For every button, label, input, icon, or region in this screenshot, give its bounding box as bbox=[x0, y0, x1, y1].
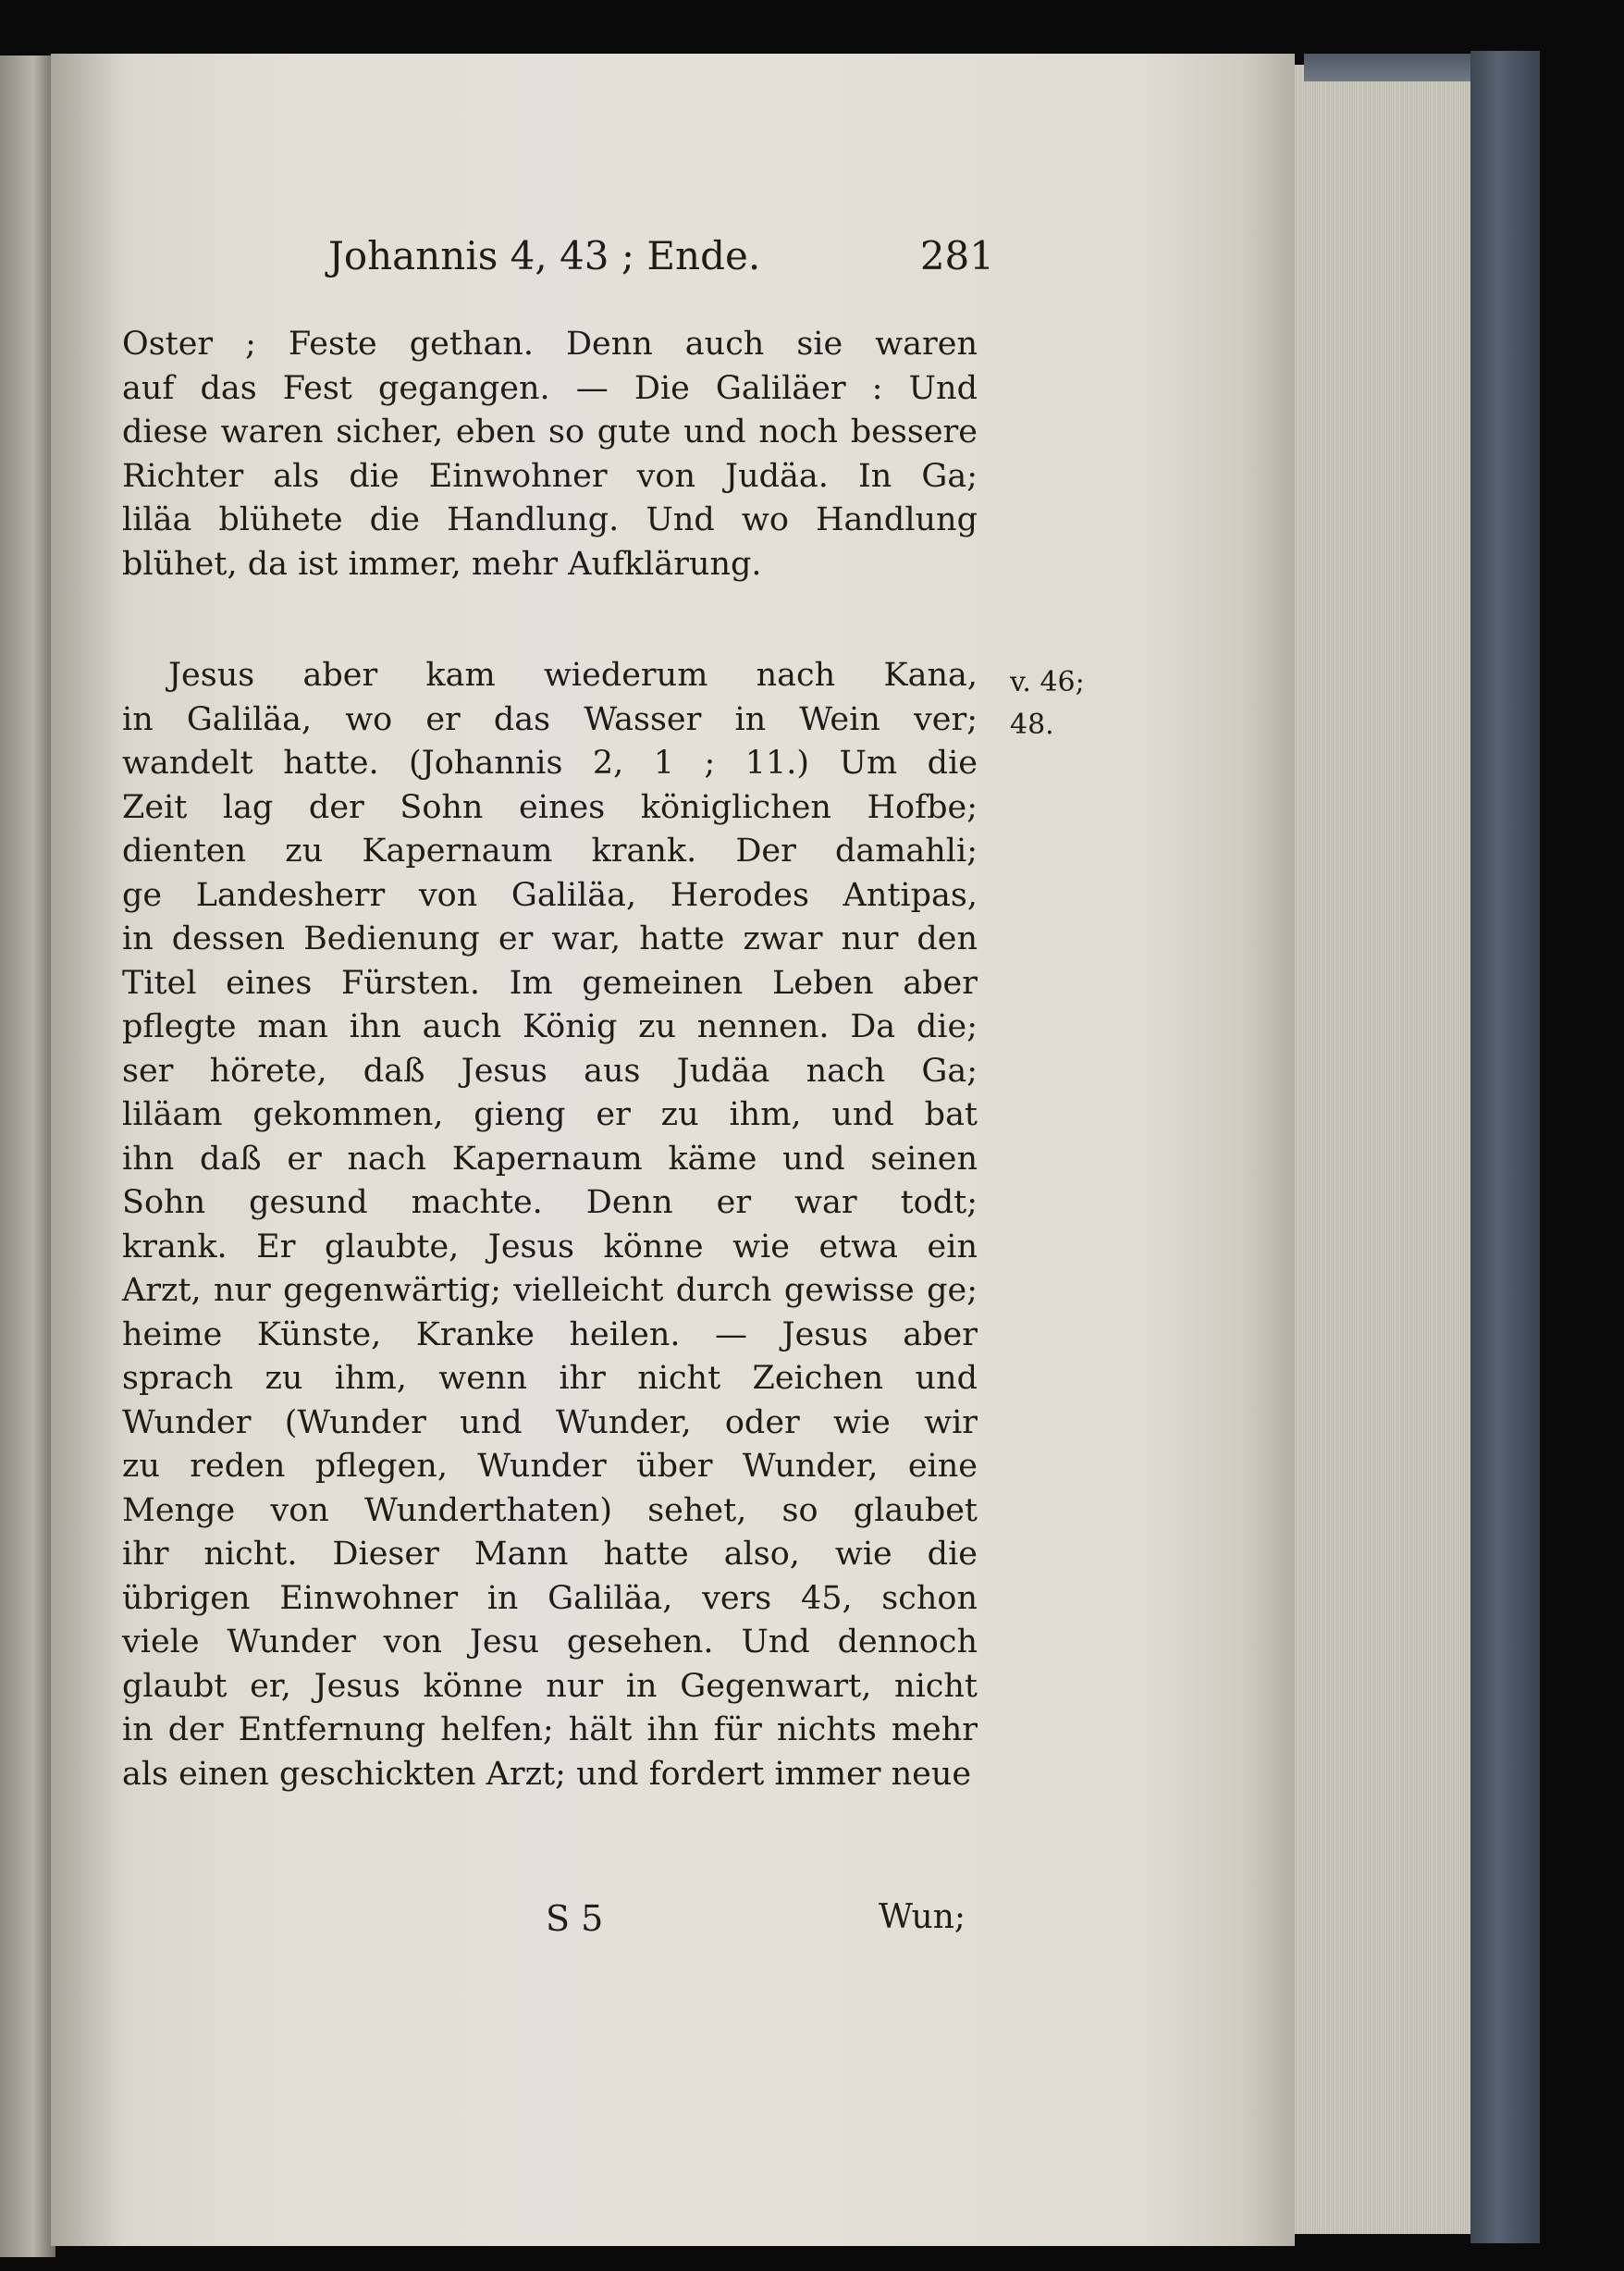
catchword: Wun; bbox=[879, 1898, 966, 1936]
text-line: glaubt er, Jesus könne nur in Gegenwart, nicht bbox=[122, 1667, 978, 1705]
text-line: als einen geschickten Arzt; und fordert immer neue bbox=[122, 1755, 972, 1793]
text-line: Menge von Wunderthaten) sehet, so glaubet bbox=[122, 1491, 978, 1529]
previous-page-edge bbox=[0, 56, 55, 2257]
text-line: Sohn gesund machte. Denn er war todt; bbox=[122, 1184, 978, 1221]
page-block-edges bbox=[1295, 65, 1480, 2234]
text-line: Richter als die Einwohner von Judäa. In Ga; bbox=[122, 457, 978, 495]
running-header bbox=[328, 233, 994, 279]
text-line: in der Entfernung helfen; hält ihn für nichts mehr bbox=[122, 1711, 978, 1748]
text-line: viele Wunder von Jesu gesehen. Und dennoch bbox=[122, 1623, 978, 1660]
text-line: krank. Er glaubte, Jesus könne wie etwa ein bbox=[122, 1228, 978, 1265]
text-line: übrigen Einwohner in Galiläa, vers 45, schon bbox=[122, 1579, 978, 1617]
text-line: zu reden pflegen, Wunder über Wunder, eine bbox=[122, 1448, 978, 1485]
text-line: ge Landesherr von Galiläa, Herodes Antipas, bbox=[122, 876, 978, 914]
page-number: 281 bbox=[919, 233, 994, 278]
text-line: pflegte man ihn auch König zu nennen. Da die; bbox=[122, 1008, 978, 1045]
text-line: sprach zu ihm, wenn ihr nicht Zeichen und bbox=[122, 1360, 978, 1397]
text-line: ihr nicht. Dieser Mann hatte also, wie die bbox=[122, 1536, 978, 1573]
text-line: Zeit lag der Sohn eines königlichen Hofbe; bbox=[122, 788, 978, 826]
text-line: liläa blühete die Handlung. Und wo Handlung bbox=[122, 501, 978, 538]
text-line: dienten zu Kapernaum krank. Der damahli; bbox=[122, 833, 978, 870]
text-line: Jesus aber kam wiederum nach Kana, bbox=[168, 657, 978, 694]
margin-note-line-2: 48. bbox=[1010, 709, 1054, 741]
text-line: blühet, da ist immer, mehr Aufklärung. bbox=[122, 545, 762, 583]
text-line: Wunder (Wunder und Wunder, oder wie wir bbox=[122, 1403, 978, 1441]
text-line: ihn daß er nach Kapernaum käme und seinen bbox=[122, 1140, 978, 1178]
text-line: in dessen Bedienung er war, hatte zwar nur den bbox=[122, 920, 978, 957]
text-line: diese waren sicher, eben so gute und noch bessere bbox=[122, 413, 978, 450]
signature-mark: S 5 bbox=[546, 1898, 604, 1939]
running-title: Johannis 4, 43 ; Ende. bbox=[328, 233, 761, 278]
text-line: Oster ; Feste gethan. Denn auch sie waren bbox=[122, 326, 978, 363]
text-line: in Galiläa, wo er das Wasser in Wein ver; bbox=[122, 700, 978, 738]
text-line: wandelt hatte. (Johannis 2, 1 ; 11.) Um die bbox=[122, 745, 978, 782]
text-line: liläam gekommen, gieng er zu ihm, und bat bbox=[122, 1096, 978, 1133]
text-line: ser hörete, daß Jesus aus Judäa nach Ga; bbox=[122, 1052, 978, 1090]
text-line: Arzt, nur gegenwärtig; vielleicht durch gewisse ge; bbox=[122, 1272, 978, 1309]
text-line: heime Künste, Kranke heilen. — Jesus aber bbox=[122, 1315, 978, 1353]
text-line: auf das Fest gegangen. — Die Galiläer : Und bbox=[122, 369, 978, 407]
text-line: Titel eines Fürsten. Im gemeinen Leben aber bbox=[122, 964, 978, 1002]
book-cover-spine bbox=[1470, 51, 1540, 2243]
margin-note-line-1: v. 46; bbox=[1010, 666, 1085, 698]
